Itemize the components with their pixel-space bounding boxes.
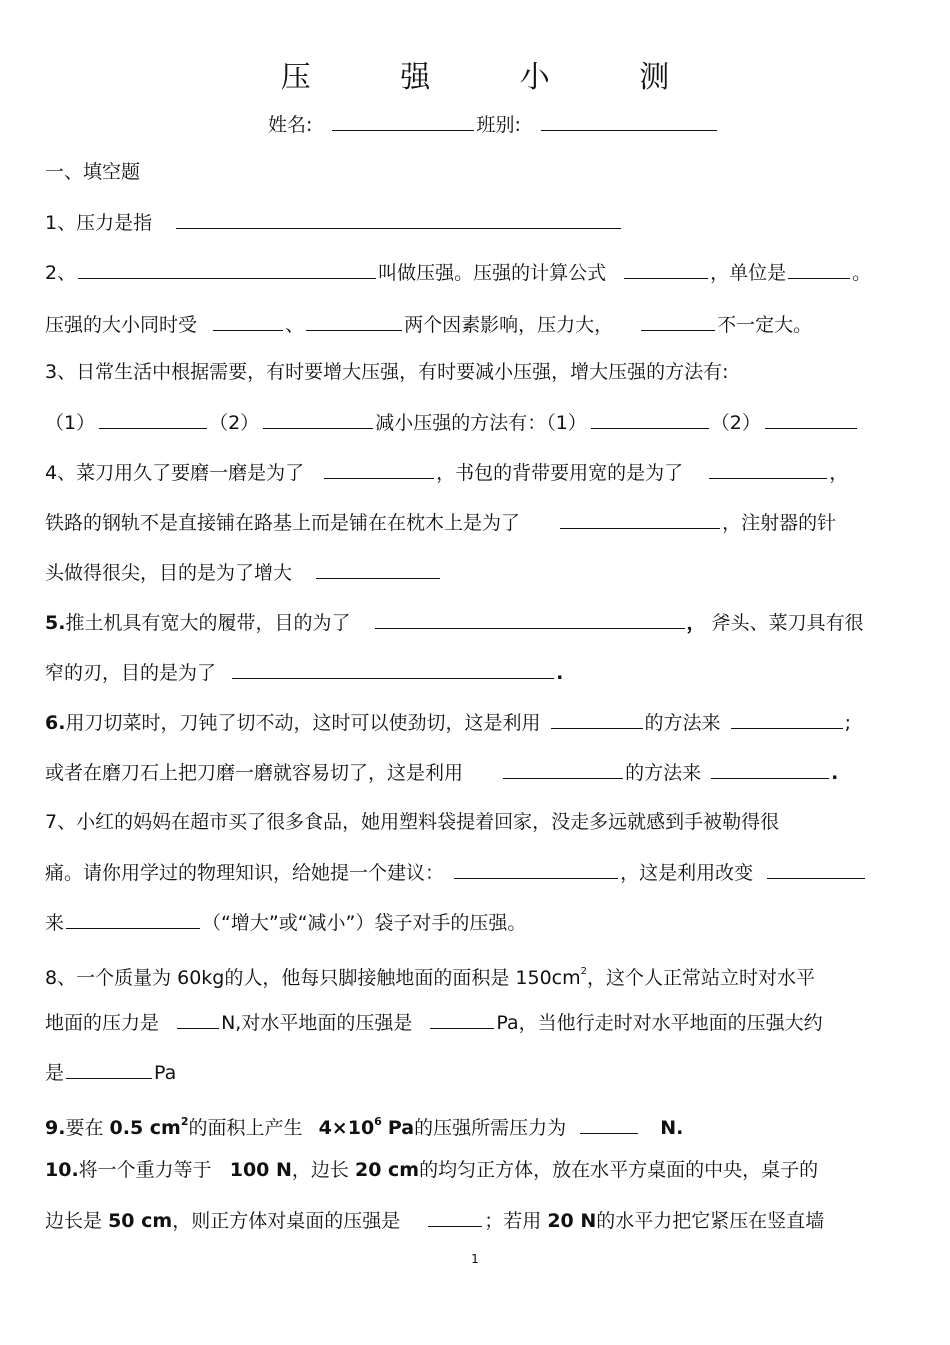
q9-superscript: 2 bbox=[180, 1115, 189, 1128]
q5-period: . bbox=[556, 662, 564, 684]
q2-blank-5[interactable] bbox=[306, 310, 402, 331]
q9-answer-unit: N. bbox=[660, 1117, 684, 1139]
question-8-line-3 bbox=[45, 1058, 176, 1087]
q3-blank-4[interactable] bbox=[765, 408, 857, 429]
q6-blank-2[interactable] bbox=[731, 708, 843, 729]
question-5-line-1 bbox=[45, 608, 864, 637]
question-6-line-2 bbox=[45, 758, 838, 787]
question-7-line-1: 7、小红的妈妈在超市买了很多食品，她用塑料袋提着回家，没走多远就感到手被勒得很 bbox=[45, 811, 780, 833]
q8-blank-3[interactable] bbox=[66, 1058, 152, 1079]
page-title: 压 强 小 测 bbox=[280, 60, 710, 95]
section-heading: 一、填空题 bbox=[45, 161, 141, 183]
q4-text-4: 铁路的钢轨不是直接铺在路基上而是铺在在枕木上是为了 bbox=[45, 512, 521, 534]
q6-period: . bbox=[831, 762, 839, 784]
q5-blank-2[interactable] bbox=[232, 658, 554, 679]
q6-text-1: 用刀切菜时，刀钝了切不动，这时可以使劲切，这是利用 bbox=[65, 712, 541, 734]
q8-text-4: N,对水平地面的压强是 bbox=[221, 1012, 413, 1034]
class-label: 班别: bbox=[476, 114, 521, 136]
name-blank[interactable] bbox=[332, 110, 474, 131]
name-label: 姓名: bbox=[268, 114, 313, 136]
q9-text-2: 的面积上产生 bbox=[188, 1117, 303, 1139]
q6-semicolon: ; bbox=[844, 712, 851, 734]
question-10-line-2 bbox=[45, 1206, 824, 1235]
q9-number: 9. bbox=[45, 1117, 66, 1139]
question-3-line-2 bbox=[45, 408, 859, 437]
question-4-line-2 bbox=[45, 508, 836, 537]
q3-blank-3[interactable] bbox=[591, 408, 709, 429]
q4-blank-2[interactable] bbox=[709, 458, 827, 479]
q4-blank-4[interactable] bbox=[316, 558, 440, 579]
question-2-line-2 bbox=[45, 310, 812, 339]
q1-text: 1、压力是指 bbox=[45, 212, 153, 234]
q9-text-3: 的压强所需压力为 bbox=[414, 1117, 567, 1139]
q8-blank-2[interactable] bbox=[430, 1008, 494, 1029]
question-1 bbox=[45, 208, 623, 237]
q8-text-1: 8、一个质量为 60kg的人，他每只脚接触地面的面积是 150cm bbox=[45, 967, 581, 989]
question-7-line-3 bbox=[45, 908, 526, 937]
q6-text-4: 的方法来 bbox=[625, 762, 702, 784]
q1-blank[interactable] bbox=[176, 208, 621, 229]
q9-text-1: 要在 bbox=[65, 1117, 104, 1139]
q7-blank-3[interactable] bbox=[66, 908, 200, 929]
q10-text-7: 的水平力把它紧压在竖直墙 bbox=[596, 1210, 825, 1232]
q5-text-3: 窄的刃，目的是为了 bbox=[45, 662, 217, 684]
q2-text-5: 、 bbox=[285, 314, 305, 336]
q4-text-1: 4、菜刀用久了要磨一磨是为了 bbox=[45, 462, 305, 484]
q4-text-3: ， bbox=[829, 462, 849, 484]
q2-blank-6[interactable] bbox=[641, 310, 715, 331]
q8-unit: Pa bbox=[154, 1062, 177, 1084]
q10-weight: 100 N bbox=[229, 1159, 292, 1181]
class-blank[interactable] bbox=[541, 110, 717, 131]
q4-text-2: ，书包的背带要用宽的是为了 bbox=[436, 462, 684, 484]
question-5-line-2 bbox=[45, 658, 563, 687]
q2-text-2: ，单位是 bbox=[710, 262, 787, 284]
q5-text-2: 斧头、菜刀具有很 bbox=[711, 612, 864, 634]
q2-text-4: 压强的大小同时受 bbox=[45, 314, 198, 336]
question-6-line-1 bbox=[45, 708, 851, 737]
q8-text-3: 地面的压力是 bbox=[45, 1012, 160, 1034]
q7-text-1: 痛。请你用学过的物理知识，给她提一个建议： bbox=[45, 862, 445, 884]
q8-text-6: 是 bbox=[45, 1062, 65, 1084]
q6-blank-3[interactable] bbox=[503, 758, 623, 779]
question-9 bbox=[45, 1108, 683, 1142]
q7-blank-2[interactable] bbox=[767, 858, 865, 879]
q8-text-2: ，这个人正常站立时对水平 bbox=[587, 967, 816, 989]
question-8-line-1 bbox=[45, 958, 815, 992]
q8-text-5: Pa，当他行走时对水平地面的压强大约 bbox=[496, 1012, 823, 1034]
q10-edge: 20 cm bbox=[354, 1159, 420, 1181]
q5-number: 5. bbox=[45, 612, 66, 634]
q6-text-3: 或者在磨刀石上把刀磨一磨就容易切了，这是利用 bbox=[45, 762, 464, 784]
q4-text-5: ，注射器的针 bbox=[722, 512, 837, 534]
student-info bbox=[268, 110, 719, 139]
question-8-line-2 bbox=[45, 1008, 823, 1037]
q2-text-3: 。 bbox=[852, 262, 872, 284]
q8-superscript: 2 bbox=[580, 966, 588, 977]
question-3-line-1: 3、日常生活中根据需要，有时要增大压强，有时要减小压强，增大压强的方法有: bbox=[45, 361, 729, 383]
page-number: 1 bbox=[471, 1252, 479, 1266]
q2-number: 2、 bbox=[45, 262, 77, 284]
q10-text-4: 边长是 bbox=[45, 1210, 103, 1232]
q6-number: 6. bbox=[45, 712, 66, 734]
q10-table-edge: 50 cm bbox=[108, 1210, 173, 1232]
q9-unit: Pa bbox=[387, 1117, 415, 1139]
q3-blank-1[interactable] bbox=[99, 408, 207, 429]
q2-text-7: 不一定大。 bbox=[717, 314, 813, 336]
q2-blank-3[interactable] bbox=[788, 258, 850, 279]
q4-blank-3[interactable] bbox=[560, 508, 720, 529]
q2-text-1: 叫做压强。压强的计算公式 bbox=[378, 262, 607, 284]
q6-text-2: 的方法来 bbox=[644, 712, 721, 734]
q3-blank-2[interactable] bbox=[263, 408, 373, 429]
q8-blank-1[interactable] bbox=[177, 1008, 219, 1029]
q4-text-6: 头做得很尖，目的是为了增大 bbox=[45, 562, 293, 584]
q10-text-6: ；若用 bbox=[484, 1210, 542, 1232]
q2-blank-2[interactable] bbox=[624, 258, 708, 279]
q7-text-4: （“增大”或“减小”）袋子对手的压强。 bbox=[202, 912, 527, 934]
q6-blank-4[interactable] bbox=[711, 758, 829, 779]
q7-text-3: 来 bbox=[45, 912, 65, 934]
q10-text-3: 的均匀正方体，放在水平方桌面的中央，桌子的 bbox=[419, 1159, 819, 1181]
q9-area: 0.5 cm bbox=[109, 1117, 181, 1139]
q7-blank-1[interactable] bbox=[454, 858, 618, 879]
q7-text-2: ，这是利用改变 bbox=[620, 862, 754, 884]
q2-text-6: 两个因素影响，压力大， bbox=[404, 314, 614, 336]
q6-blank-1[interactable] bbox=[551, 708, 643, 729]
q2-blank-1[interactable] bbox=[78, 258, 376, 279]
q10-force: 20 N bbox=[547, 1210, 597, 1232]
q3-label-3: 减小压强的方法有：（1） bbox=[375, 412, 587, 434]
q9-exponent: 6 bbox=[374, 1115, 382, 1128]
q9-pressure: 4×10 bbox=[318, 1117, 375, 1139]
question-4-line-3 bbox=[45, 558, 442, 587]
question-4-line-1 bbox=[45, 458, 848, 487]
q3-label-1: （1） bbox=[45, 412, 96, 434]
question-10-line-1 bbox=[45, 1156, 818, 1184]
q5-text-1: 推土机具有宽大的履带，目的为了 bbox=[65, 612, 351, 634]
q10-blank-1[interactable] bbox=[428, 1206, 482, 1227]
q5-comma: ， bbox=[686, 612, 706, 634]
q10-number: 10. bbox=[45, 1159, 79, 1181]
q5-blank-1[interactable] bbox=[375, 608, 685, 629]
q9-blank[interactable] bbox=[580, 1113, 638, 1134]
q4-blank-1[interactable] bbox=[324, 458, 434, 479]
q10-text-1: 将一个重力等于 bbox=[78, 1159, 212, 1181]
q2-blank-4[interactable] bbox=[213, 310, 283, 331]
q3-label-4: （2） bbox=[710, 412, 761, 434]
q3-label-2: （2） bbox=[209, 412, 260, 434]
q10-text-5: ，则正方体对桌面的压强是 bbox=[172, 1210, 401, 1232]
q10-text-2: ，边长 bbox=[291, 1159, 349, 1181]
question-7-line-2 bbox=[45, 858, 867, 887]
question-2-line-1 bbox=[45, 258, 871, 287]
